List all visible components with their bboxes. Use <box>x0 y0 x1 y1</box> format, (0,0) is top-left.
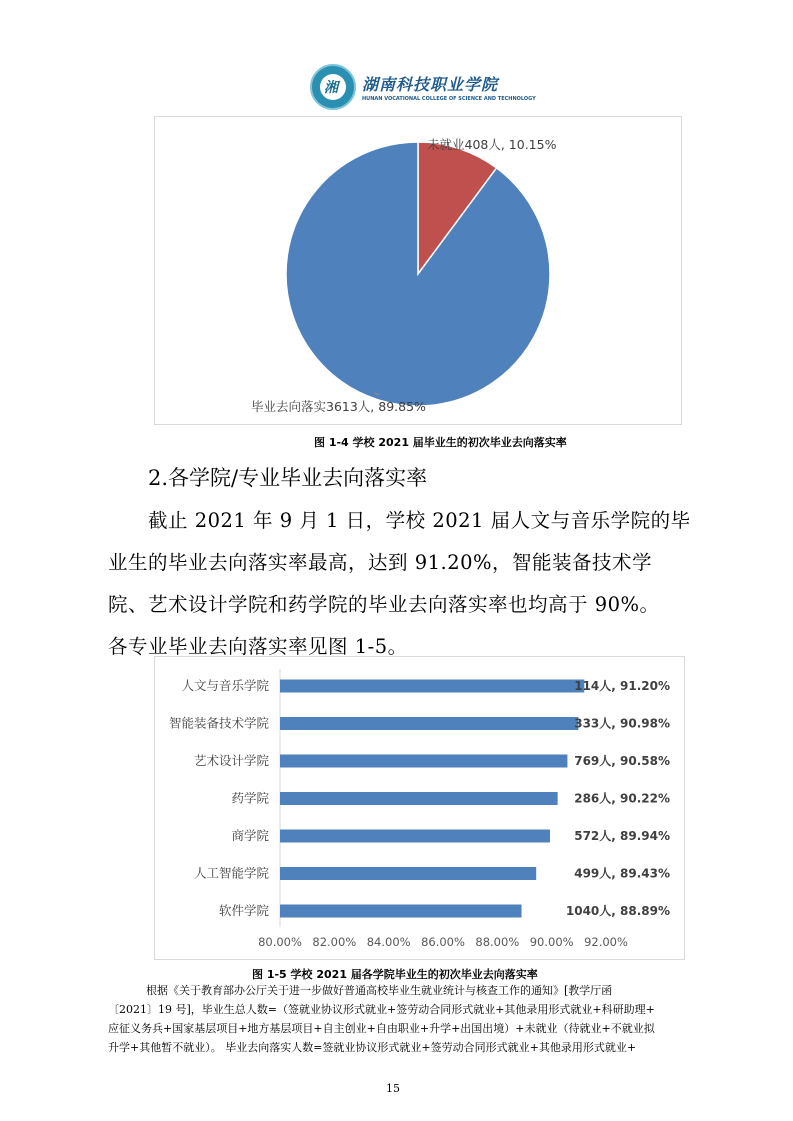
x-tick-label: 86.00% <box>421 935 465 949</box>
pie-chart <box>155 117 681 424</box>
bar <box>280 717 578 730</box>
pie-chart-box <box>154 116 682 425</box>
figure-caption-2: 图 1-5 学校 2021 届各学院毕业生的初次毕业去向落实率 <box>252 968 538 981</box>
bar-data-label: 114人, 91.20% <box>574 679 670 693</box>
school-name-en: HUNAN VOCATIONAL COLLEGE OF SCIENCE AND TECHNOLOGY <box>362 96 536 102</box>
x-tick-label: 84.00% <box>366 935 411 949</box>
bar-category-label: 智能装备技术学院 <box>168 715 269 731</box>
x-tick-label: 80.00% <box>258 935 302 949</box>
paragraph-line-4: 各专业毕业去向落实率见图 1-5。 <box>108 635 408 658</box>
bar-data-label: 333人, 90.98% <box>574 716 670 731</box>
x-tick-label: 88.00% <box>475 935 520 949</box>
school-logo-icon: 湘 <box>310 64 356 110</box>
bar-category-label: 人工智能学院 <box>193 865 269 881</box>
section-heading: 2.各学院/专业毕业去向落实率 <box>148 466 428 490</box>
pie-label-placed: 毕业去向落实3613人, 89.85% <box>251 399 426 414</box>
footnote-line-1: 根据《关于教育部办公厅关于进一步做好普通高校毕业生就业统计与核查工作的通知》[教学厅函 <box>146 984 613 997</box>
paragraph-line-3: 院、艺术设计学院和药学院的毕业去向落实率也均高于 90%。 <box>108 593 660 616</box>
bar <box>280 830 550 843</box>
bar-category-label: 药学院 <box>231 790 269 806</box>
bar-data-label: 499人, 89.43% <box>574 866 670 881</box>
paragraph-line-2: 业生的毕业去向落实率最高，达到 91.20%，智能装备技术学 <box>108 551 653 574</box>
paragraph-line-1: 截止 2021 年 9 月 1 日，学校 2021 届人文与音乐学院的毕 <box>148 509 691 532</box>
bar-category-label: 商学院 <box>231 828 269 843</box>
pie-label-unemployed: 未就业408人, 10.15% <box>427 137 557 152</box>
bar <box>280 867 536 880</box>
bar-data-label: 572人, 89.94% <box>574 829 670 843</box>
figure-caption-1: 图 1-4 学校 2021 届毕业生的初次毕业去向落实率 <box>314 436 567 449</box>
bar-data-label: 1040人, 88.89% <box>565 904 670 918</box>
bar-category-label: 艺术设计学院 <box>193 753 269 768</box>
x-tick-label: 92.00% <box>584 935 628 949</box>
bar-category-label: 人文与音乐学院 <box>181 678 269 693</box>
x-tick-label: 90.00% <box>529 935 574 949</box>
bar <box>280 905 522 918</box>
footnote-line-2: 〔2021〕19 号]，毕业生总人数=（签就业协议形式就业+签劳动合同形式就业+其他录用形式就业+科研助理+ <box>108 1003 655 1016</box>
page-number: 15 <box>386 1082 400 1095</box>
bar-chart <box>155 657 684 959</box>
bar <box>280 680 584 693</box>
bar-data-label: 286人, 90.22% <box>574 791 670 806</box>
bar-chart-box <box>154 656 685 960</box>
bar-category-label: 软件学院 <box>218 903 269 918</box>
footnote-line-4: 升学+其他暂不就业）。 毕业去向落实人数=签就业协议形式就业+签劳动合同形式就业+其他录用形式就业+ <box>108 1041 637 1054</box>
footnote-line-3: 应征义务兵+国家基层项目+地方基层项目+自主创业+自由职业+升学+出国出境）+未就业（待就业+不就业拟 <box>108 1022 655 1035</box>
bar <box>280 755 567 768</box>
school-header <box>310 62 536 114</box>
bar-data-label: 769人, 90.58% <box>574 754 670 768</box>
school-name-cn: 湖南科技职业学院 <box>362 75 499 94</box>
x-tick-label: 82.00% <box>312 935 357 949</box>
bar <box>280 792 558 805</box>
pie-slice-0 <box>286 142 550 406</box>
